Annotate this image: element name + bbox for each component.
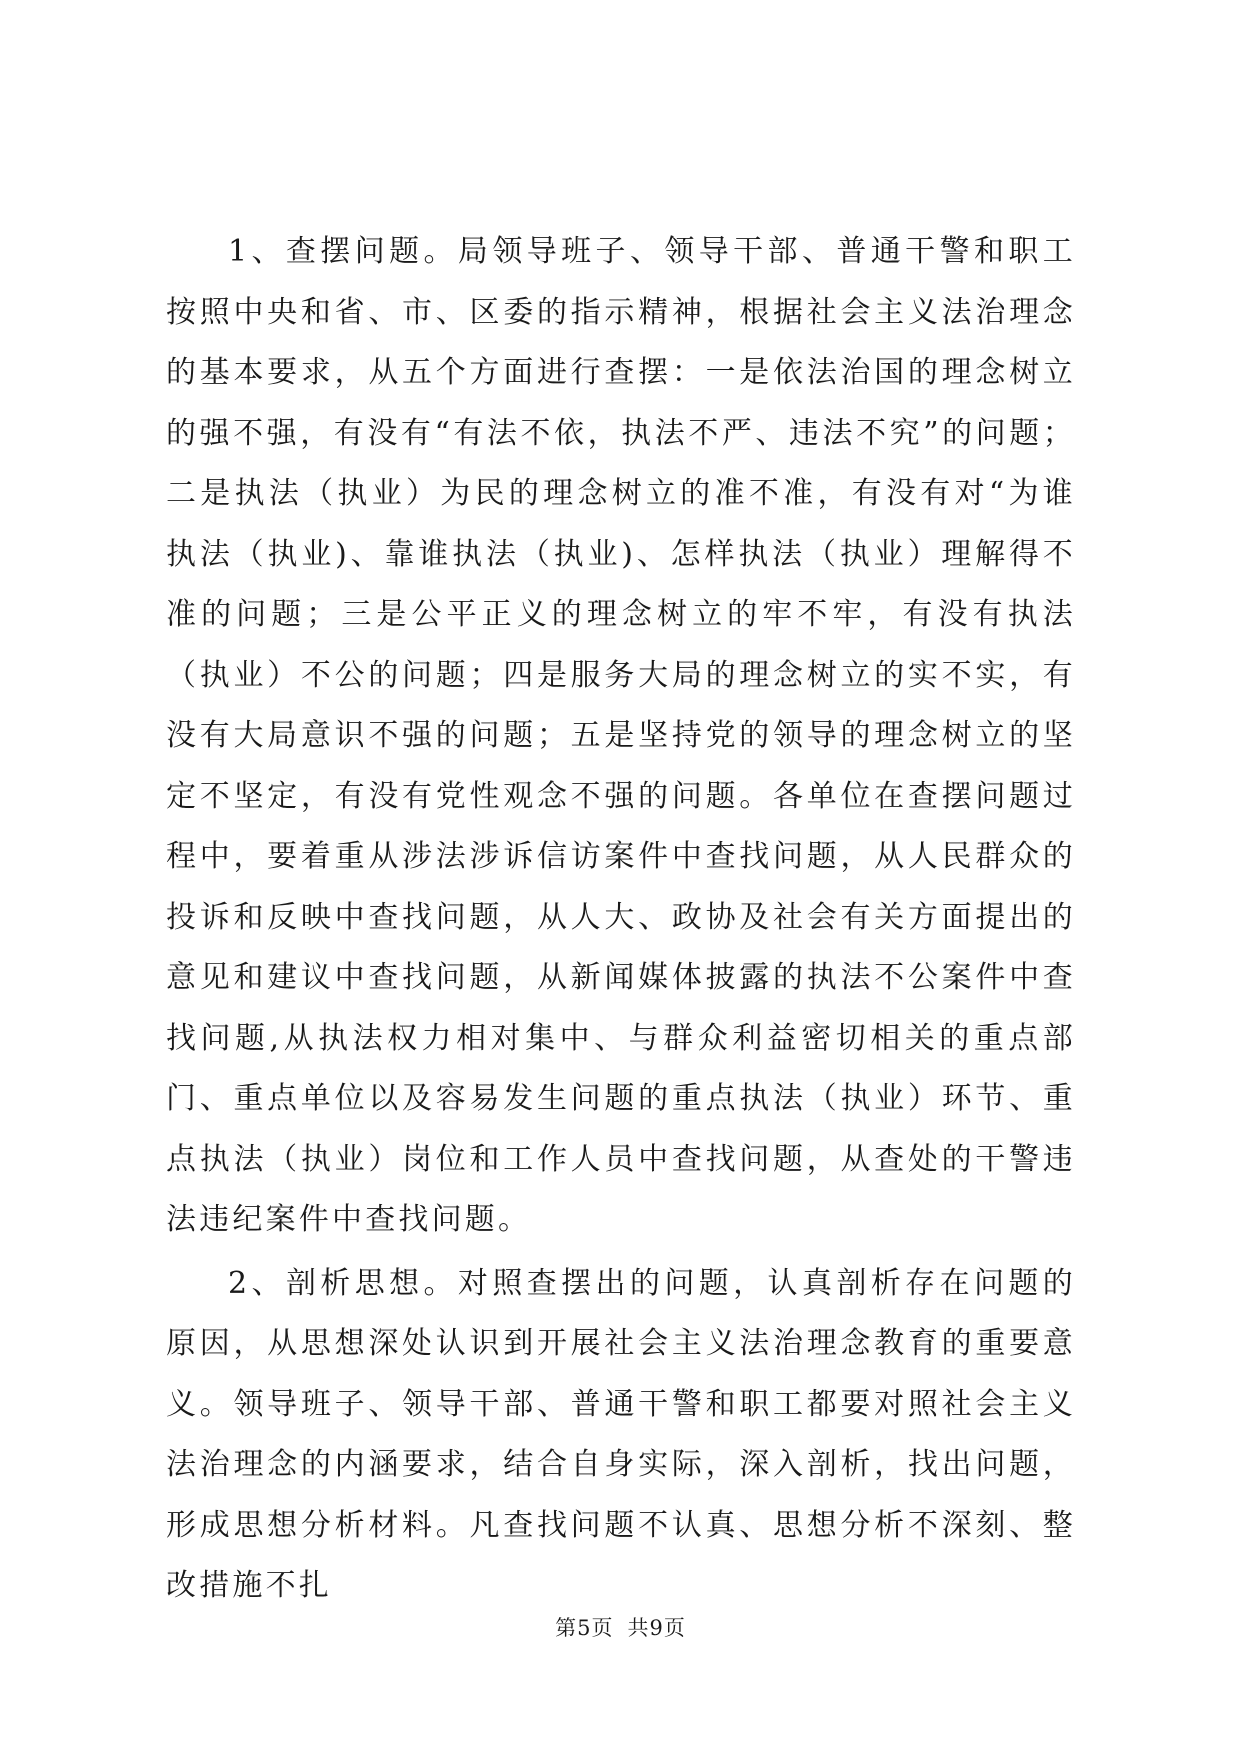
paragraph-2-analyze-thinking: 2、剖析思想。对照查摆出的问题，认真剖析存在问题的原因，从思想深处认识到开展社会主义法治理念教育的重要意义。领导班子、领导干部、普通干警和职工都要对照社会主义法治理念的内涵要求，结合自身实际，深入剖析，找出问题，形成思想分析材料。凡查找问题不认真、思想分析不深刻、整改措施不扎 <box>166 1265 1076 1603</box>
paragraph-1-find-problems: 1、查摆问题。局领导班子、领导干部、普通干警和职工按照中央和省、市、区委的指示精神，根据社会主义法治理念的基本要求，从五个方面进行查摆：一是依法治国的理念树立的强不强，有没有“有法不依，执法不严、违法不究”的问题；二是执法（执业）为民的理念树立的准不准，有没有对“为谁执法（执业)、靠谁执法（执业)、怎样执法（执业）理解得不准的问题；三是公平正义的理念树立的牢不牢，有没有执法（执业）不公的问题；四是服务大局的理念树立的实不实，有没有大局意识不强的问题；五是坚持党的领导的理念树立的坚定不坚定，有没有党性观念不强的问题。各单位在查摆问题过程中，要着重从涉法涉诉信访案件中查找问题，从人民群众的投诉和反映中查找问题，从人大、政协及社会有关方面提出的意见和建议中查找问题，从新闻媒体披露的执法不公案件中查找问题,从执法权力相对集中、与群众利益密切相关的重点部门、重点单位以及容易发生问题的重点执法（执业）环节、重点执法（执业）岗位和工作人员中查找问题，从查处的干警违法违纪案件中查找问题。 <box>166 234 1076 1237</box>
page-number-current: 第5页 <box>555 1616 614 1640</box>
page-footer <box>0 1612 1241 1642</box>
document-body <box>166 222 1076 1620</box>
page-number-total: 共9页 <box>627 1616 686 1640</box>
